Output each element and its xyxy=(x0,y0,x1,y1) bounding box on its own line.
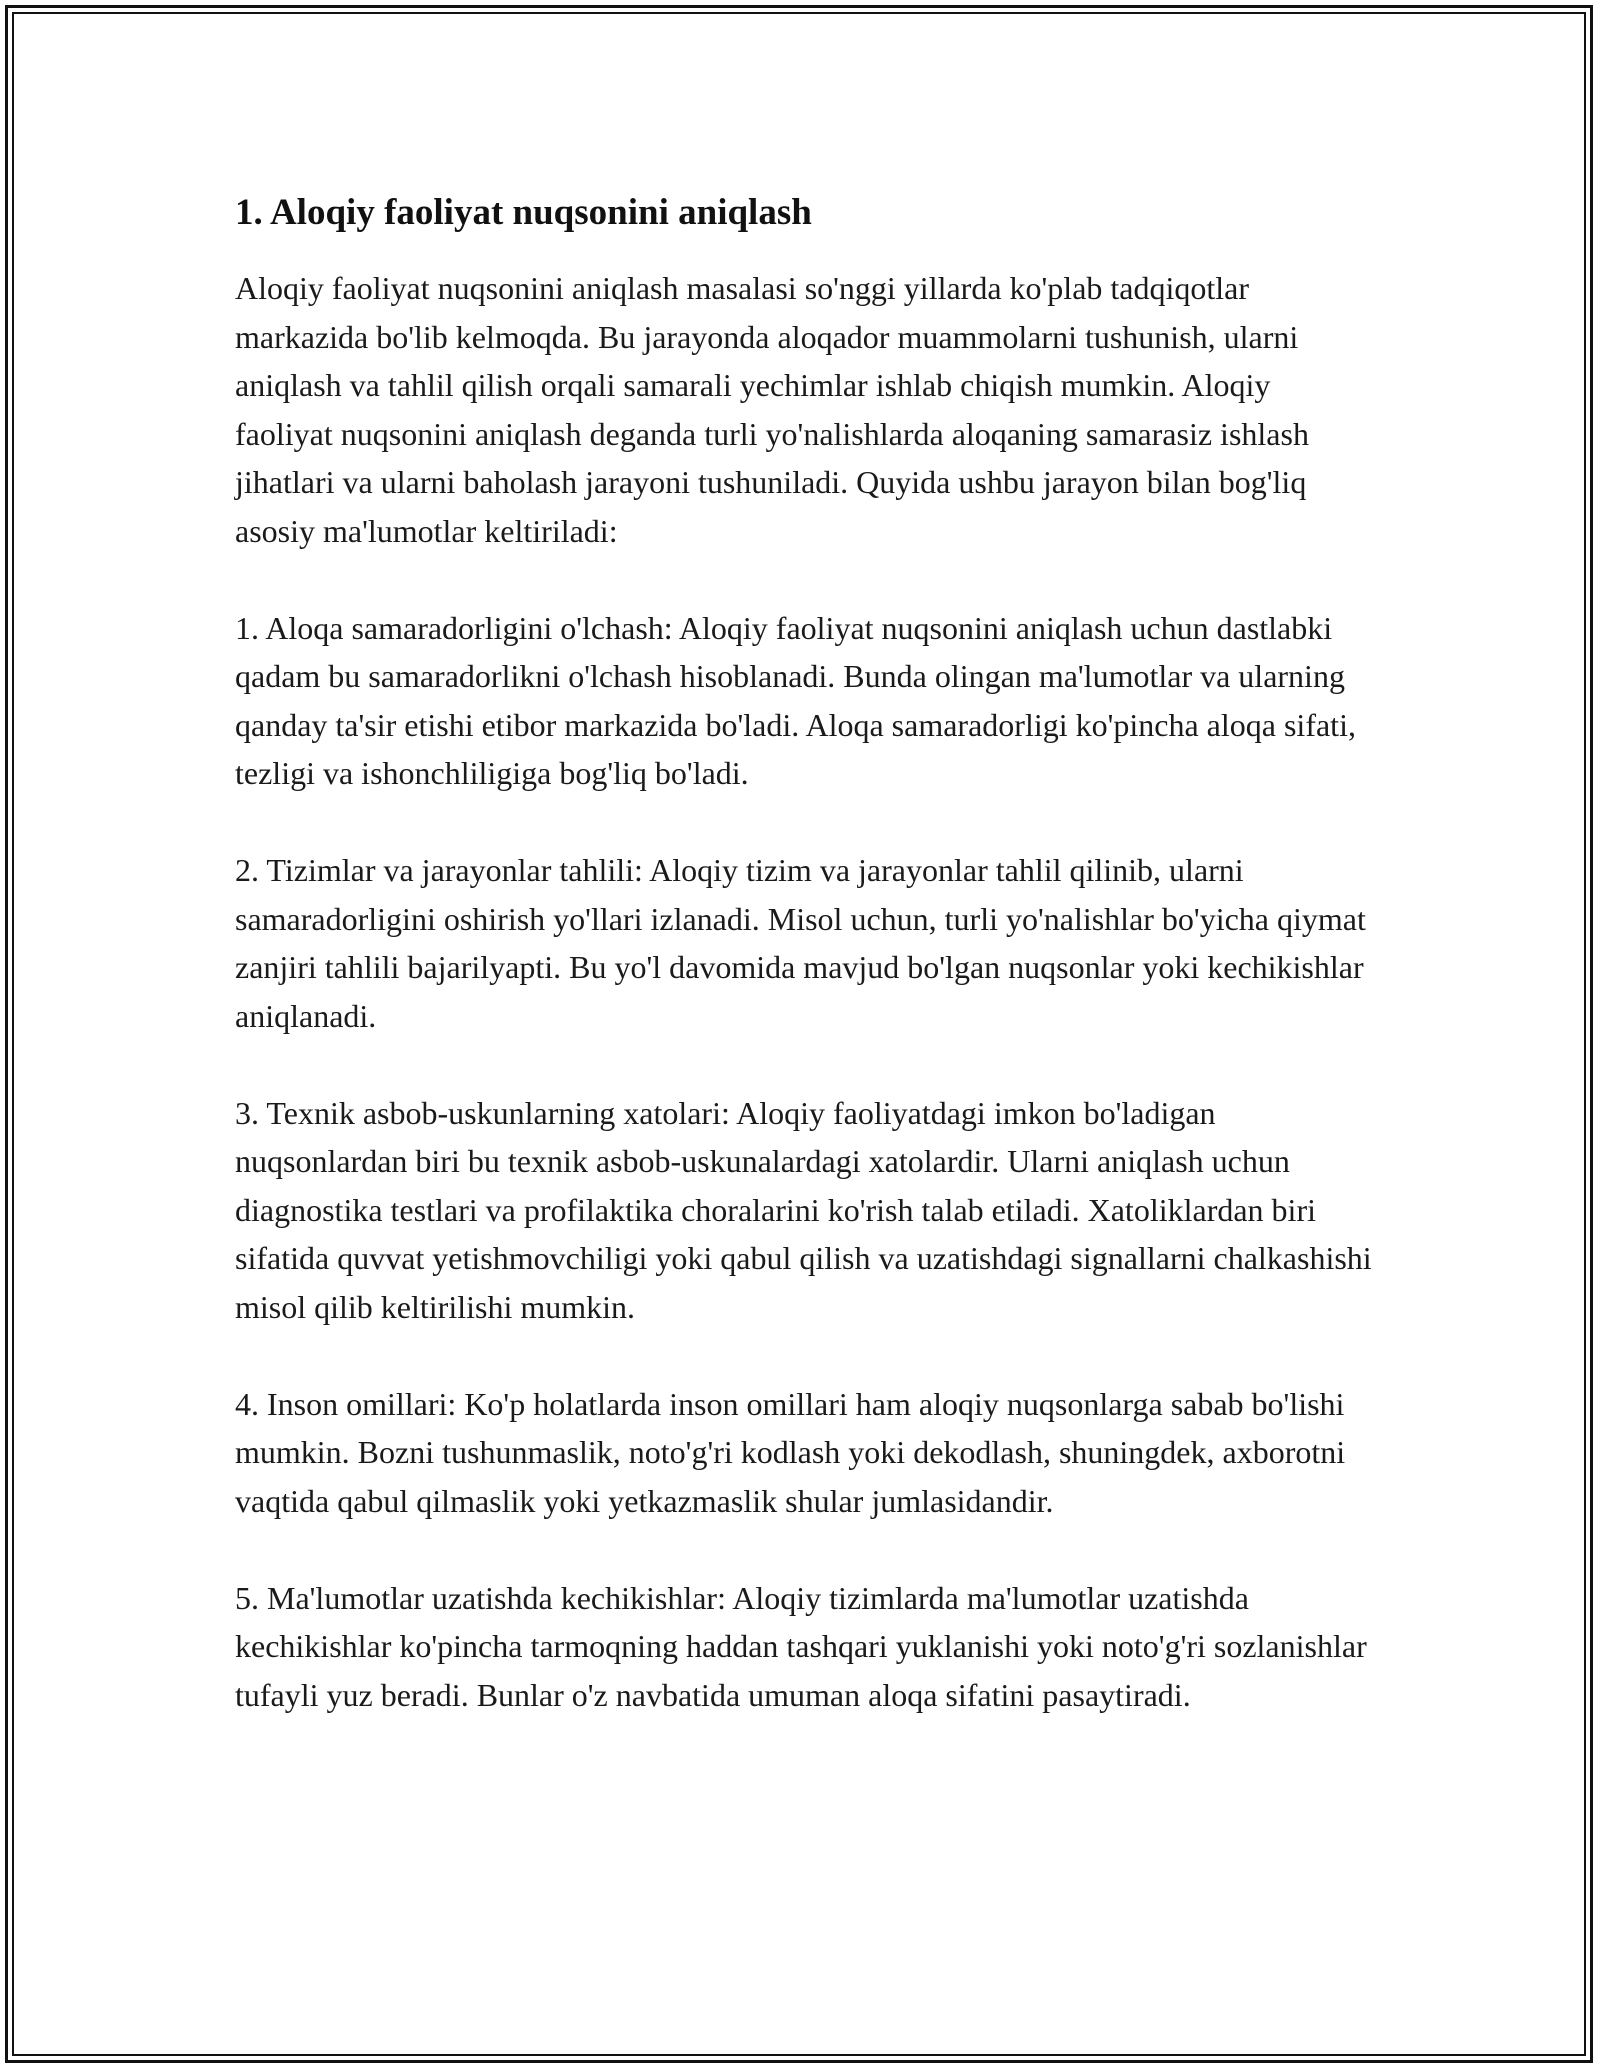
document-body xyxy=(235,188,1375,1768)
paragraph-item-4: 4. Inson omillari: Ko'p holatlarda inson omillari ham aloqiy nuqsonlarga sabab bo'lishi mumkin. Bozni tushunmaslik, noto'g'ri kodlash yoki dekodlash, shuningdek, axborotni vaqtida qabul qilmaslik yoki yetkazmaslik shular jumlasidandir. xyxy=(235,1385,1346,1519)
intro-paragraph: Aloqiy faoliyat nuqsonini aniqlash masalasi so'nggi yillarda ko'plab tadqiqotlar markazida bo'lib kelmoqda. Bu jarayonda aloqador muammolarni tushunish, ularni aniqlash va tahlil qilish orqali samarali yechimlar ishlab chiqish mumkin. Aloqiy faoliyat nuqsonini aniqlash deganda turli yo'nalishlarda aloqaning samarasiz ishlash jihatlari va ularni baholash jarayoni tushuniladi. Quyida ushbu jarayon bilan bog'liq asosiy ma'lumotlar keltiriladi: xyxy=(235,270,1309,549)
paragraph-item-1: 1. Aloqa samaradorligini o'lchash: Aloqiy faoliyat nuqsonini aniqlash uchun dastlabki qadam bu samaradorlikni o'lchash hisoblanadi. Bunda olingan ma'lumotlar va ularning qanday ta'sir etishi etibor markazida bo'ladi. Aloqa samaradorligi ko'pincha aloqa sifati, tezligi va ishonchliligiga bog'liq bo'ladi. xyxy=(235,609,1356,791)
section-heading: 1. Aloqiy faoliyat nuqsonini aniqlash xyxy=(235,192,812,233)
paragraph-item-5: 5. Ma'lumotlar uzatishda kechikishlar: Aloqiy tizimlarda ma'lumotlar uzatishda kechikishlar ko'pincha tarmoqning haddan tashqari yuklanishi yoki noto'g'ri sozlanishlar tufayli yuz beradi. Bunlar o'z navbatida umuman aloqa sifatini pasaytiradi. xyxy=(235,1579,1367,1713)
paragraph-item-3: 3. Texnik asbob-uskunlarning xatolari: Aloqiy faoliyatdagi imkon bo'ladigan nuqsonlardan biri bu texnik asbob-uskunalardagi xatolardir. Ularni aniqlash uchun diagnostika testlari va profilaktika choralarini ko'rish talab etiladi. Xatoliklardan biri sifatida quvvat yetishmovchiligi yoki qabul qilish va uzatishdagi signallarni chalkashishi misol qilib keltirilishi mumkin. xyxy=(235,1094,1372,1325)
paragraph-item-2: 2. Tizimlar va jarayonlar tahlili: Aloqiy tizim va jarayonlar tahlil qilinib, ularni samaradorligini oshirish yo'llari izlanadi. Misol uchun, turli yo'nalishlar bo'yicha qiymat zanjiri tahlili bajarilyapti. Bu yo'l davomida mavjud bo'lgan nuqsonlar yoki kechikishlar aniqlanadi. xyxy=(235,852,1366,1034)
